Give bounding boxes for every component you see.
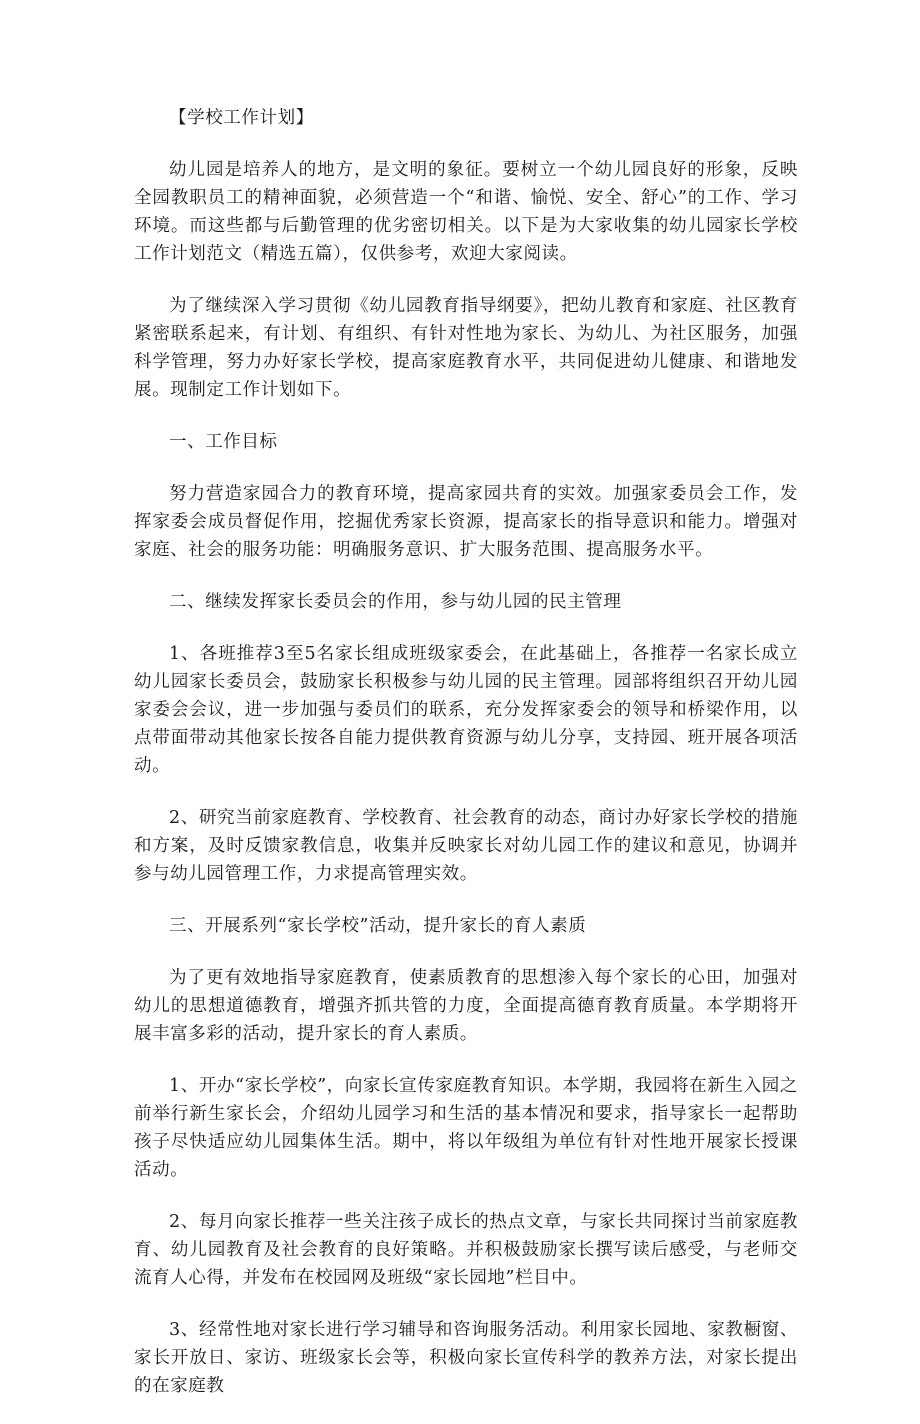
activities-item-2: 2、每月向家长推荐一些关注孩子成长的热点文章，与家长共同探讨当前家庭教育、幼儿园教育及社会教育的良好策略。并积极鼓励家长撰写读后感受，与老师交流育人心得，并发布在校园网及班级“家长园地”栏目中。 — [134, 1212, 798, 1288]
intro-paragraph: 幼儿园是培养人的地方，是文明的象征。要树立一个幼儿园良好的形象，反映全园教职员工的精神面貌，必须营造一个“和谐、愉悦、安全、舒心”的工作、学习环境。而这些都与后勤管理的优劣密切相关。以下是为大家收集的幼儿园家长学校工作计划范文（精选五篇），仅供参考，欢迎大家阅读。 — [134, 160, 798, 264]
committee-item-1: 1、各班推荐3至5名家长组成班级家委会，在此基础上，各推荐一名家长成立幼儿园家长委员会，鼓励家长积极参与幼儿园的民主管理。园部将组织召开幼儿园家委会会议，进一步加强与委员们的联系，充分发挥家委会的领导和桥梁作用，以点带面带动其他家长按各自能力提供教育资源与幼儿分享，支持园、班开展各项活动。 — [134, 644, 798, 776]
document-title: 【学校工作计划】 — [169, 108, 314, 128]
activities-item-1: 1、开办“家长学校”，向家长宣传家庭教育知识。本学期，我园将在新生入园之前举行新生家长会，介绍幼儿园学习和生活的基本情况和要求，指导家长一起帮助孩子尽快适应幼儿园集体生活。期中，将以年级组为单位有针对性地开展家长授课活动。 — [134, 1076, 798, 1180]
section-heading-goals: 一、工作目标 — [169, 432, 278, 452]
activities-intro-paragraph: 为了更有效地指导家庭教育，使素质教育的思想渗入每个家长的心田，加强对幼儿的思想道德教育，增强齐抓共管的力度，全面提高德育教育质量。本学期将开展丰富多彩的活动，提升家长的育人素质。 — [134, 968, 798, 1044]
goals-paragraph: 努力营造家园合力的教育环境，提高家园共育的实效。加强家委员会工作，发挥家委会成员督促作用，挖掘优秀家长资源，提高家长的指导意识和能力。增强对家庭、社会的服务功能：明确服务意识、扩大服务范围、提高服务水平。 — [134, 484, 798, 560]
committee-item-2: 2、研究当前家庭教育、学校教育、社会教育的动态，商讨办好家长学校的措施和方案，及时反馈家教信息，收集并反映家长对幼儿园工作的建议和意见，协调并参与幼儿园管理工作，力求提高管理实效。 — [134, 808, 798, 884]
activities-item-3: 3、经常性地对家长进行学习辅导和咨询服务活动。利用家长园地、家教橱窗、家长开放日、家访、班级家长会等，积极向家长宣传科学的教养方法，对家长提出的在家庭教 — [134, 1320, 798, 1396]
purpose-paragraph: 为了继续深入学习贯彻《幼儿园教育指导纲要》，把幼儿教育和家庭、社区教育紧密联系起来，有计划、有组织、有针对性地为家长、为幼儿、为社区服务，加强科学管理，努力办好家长学校，提高家庭教育水平，共同促进幼儿健康、和谐地发展。现制定工作计划如下。 — [134, 296, 798, 400]
document-body — [134, 104, 798, 1424]
section-heading-activities: 三、开展系列“家长学校”活动，提升家长的育人素质 — [169, 916, 587, 936]
section-heading-committee: 二、继续发挥家长委员会的作用，参与幼儿园的民主管理 — [169, 592, 622, 612]
